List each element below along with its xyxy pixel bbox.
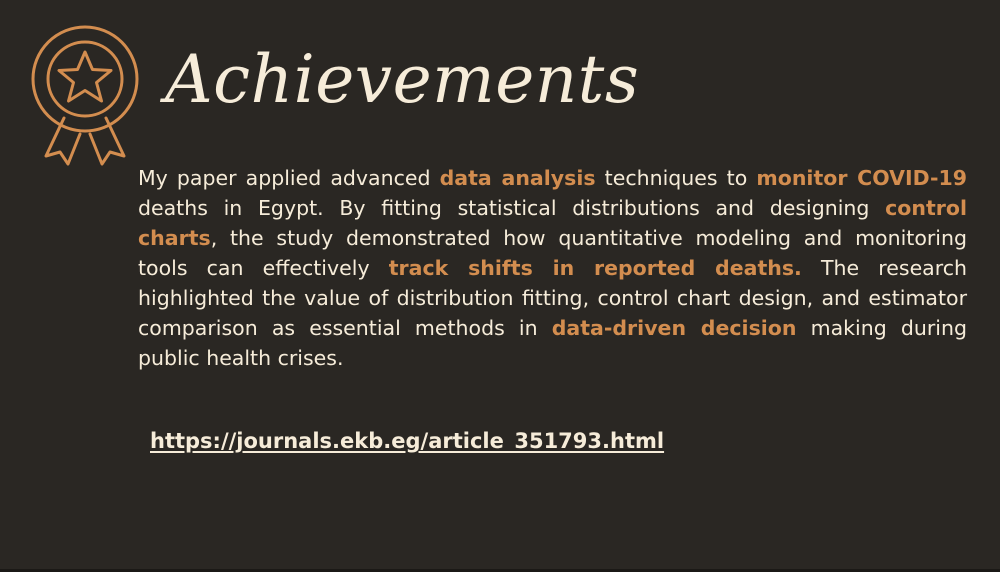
highlight-data-analysis: data analysis — [439, 166, 596, 190]
highlight-control-charts: control charts — [138, 196, 967, 250]
highlight-track-shifts: track shifts in reported deaths. — [388, 256, 802, 280]
article-link[interactable]: https://journals.ekb.eg/article_351793.html — [150, 429, 665, 453]
highlight-monitor-covid: monitor COVID-19 — [756, 166, 968, 190]
text-segment: The research highlighted the value of distribution fitting, control chart design, and estimator comparison as essential methods in — [138, 256, 967, 340]
text-segment: My paper applied advanced — [138, 166, 440, 190]
text-segment: making during public health crises. — [138, 316, 967, 370]
highlight-data-driven-decision: data-driven decision — [551, 316, 797, 340]
summary-paragraph — [138, 163, 967, 373]
award-ribbon-star-icon — [28, 22, 142, 168]
text-segment: , the study demonstrated how quantitative modeling and monitoring tools can effectively — [138, 226, 967, 280]
text-segment: deaths in Egypt. By fitting statistical distributions and designing — [138, 196, 886, 220]
text-segment: techniques to — [595, 166, 757, 190]
page-title: Achievements — [165, 41, 640, 118]
